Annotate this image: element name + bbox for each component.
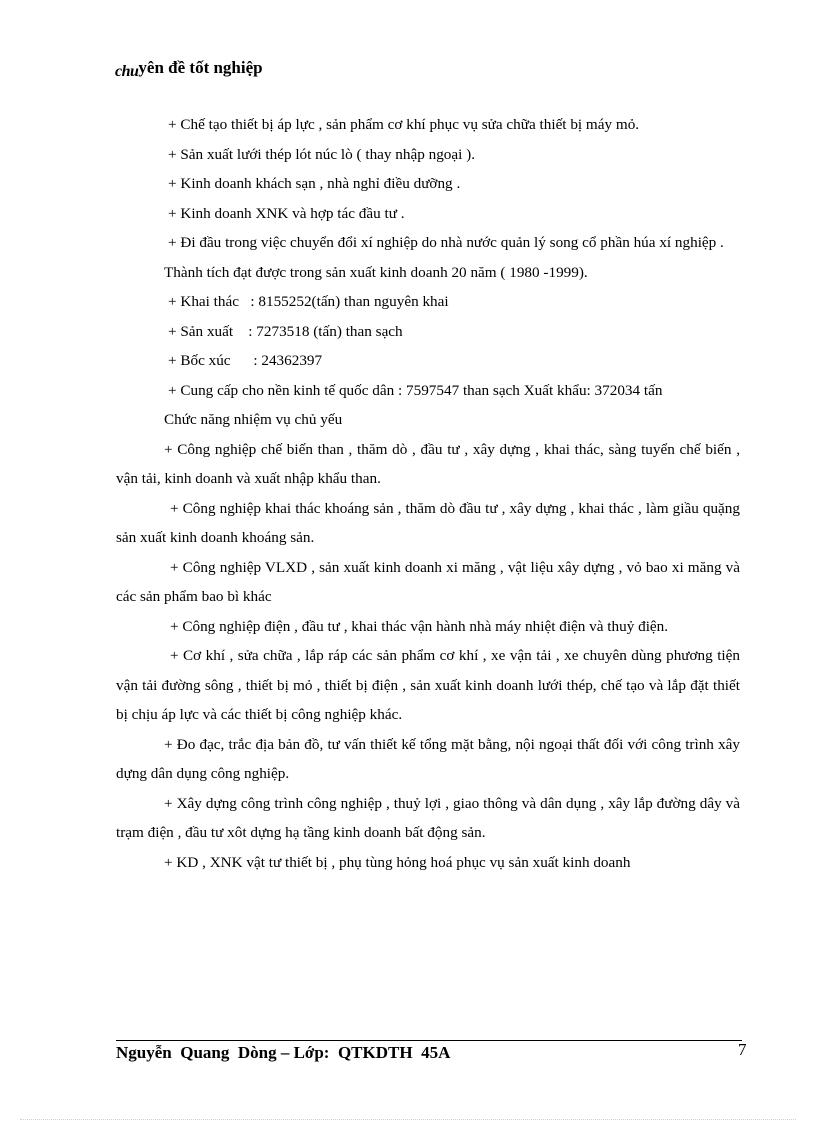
paragraph: + Công nghiệp chế biến than , thăm dò , đầu tư , xây dựng , khai thác, sàng tuyển chế biến , vận tải, kinh doanh và xuất nhập khẩu than.	[116, 440, 740, 487]
document-body	[116, 110, 740, 877]
paragraph: + Chế tạo thiết bị áp lực , sản phẩm cơ khí phục vụ sửa chữa thiết bị máy mỏ.	[168, 116, 640, 133]
paragraph: + Xây dựng công trình công nghiệp , thuỷ lợi , giao thông và dân dụng , xây lắp đường dây và trạm điện , đầu tư xôt dựng hạ tầng kinh doanh bất động sản.	[116, 794, 740, 841]
paragraph: + Công nghiệp điện , đầu tư , khai thác vận hành nhà máy nhiệt điện và thuỷ điện.	[170, 617, 669, 635]
section-heading: Thành tích đạt được trong sản xuất kinh doanh 20 năm ( 1980 -1999).	[164, 263, 588, 281]
footer-divider	[116, 1040, 742, 1041]
section-heading: Chức năng nhiệm vụ chủ yếu	[164, 411, 343, 428]
paragraph: + Bốc xúc : 24362397	[168, 352, 323, 369]
footer-author: Nguyễn Quang Dòng – Lớp: QTKDTH 45A	[116, 1043, 451, 1062]
paragraph: + Cung cấp cho nền kinh tế quốc dân : 7597547 than sạch Xuất khẩu: 372034 tấn	[168, 381, 663, 399]
page-header	[115, 58, 263, 78]
paragraph: + Công nghiệp khai thác khoáng sản , thăm dò đầu tư , xây dựng , khai thác , làm giầu quặng sản xuất kinh doanh khoáng sản.	[116, 499, 740, 546]
page-edge-divider	[20, 1119, 796, 1120]
paragraph: + Đo đạc, trắc địa bản đồ, tư vấn thiết kế tổng mặt bằng, nội ngoại thất đối với công trình xây dựng dân dụng công nghiệp.	[116, 735, 740, 782]
paragraph: + Cơ khí , sửa chữa , lắp ráp các sản phẩm cơ khí , xe vận tải , xe chuyên dùng phương tiện vận tải đường sông , thiết bị mỏ , thiết bị điện , sản xuất kinh doanh lưới thép, chế tạo và lắp đặt thiết bị chịu áp lực và các thiết bị công nghiệp khác.	[116, 647, 740, 723]
header-title: yên đề tốt nghiệp	[138, 58, 263, 77]
paragraph: + Kinh doanh khách sạn , nhà nghỉ điều dưỡng .	[168, 175, 461, 192]
paragraph: + Kinh doanh XNK và hợp tác đầu tư .	[168, 204, 405, 222]
paragraph: + Sản xuất : 7273518 (tấn) than sạch	[168, 322, 403, 340]
header-prefix: chu	[115, 63, 139, 80]
paragraph: + Đi đầu trong việc chuyển đổi xí nghiệp do nhà nước quản lý song cổ phần húa xí nghiệp .	[168, 234, 724, 251]
paragraph: + Sản xuất lưới thép lót núc lò ( thay nhập ngoại ).	[168, 145, 476, 163]
paragraph: + KD , XNK vật tư thiết bị , phụ tùng hỏng hoá phục vụ sản xuất kinh doanh	[164, 853, 631, 871]
paragraph: + Khai thác : 8155252(tấn) than nguyên khai	[168, 293, 449, 310]
paragraph: + Công nghiệp VLXD , sản xuất kinh doanh xi măng , vật liệu xây dựng , vỏ bao xi măng và các sản phẩm bao bì khác	[116, 558, 740, 605]
page-number: 7	[738, 1040, 747, 1059]
